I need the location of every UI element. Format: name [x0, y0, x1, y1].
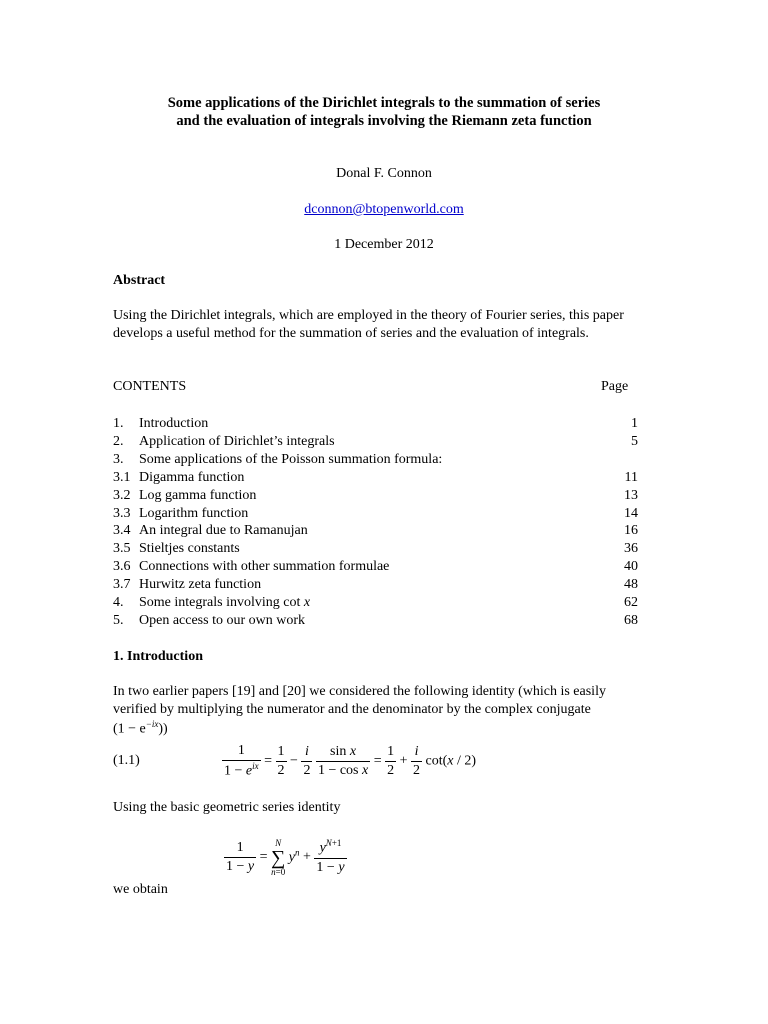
- toc-entry-number: 3.3: [113, 506, 131, 521]
- toc-entry-number: 3.4: [113, 523, 131, 538]
- intro-text-1: In two earlier papers [19] and [20] we considered the following identity (which is easily verified by multiplying the numerator and the denominator by the complex conjugate: [113, 684, 606, 717]
- toc-entry: [113, 505, 638, 523]
- toc-entry-title: Application of Dirichlet’s integrals: [139, 434, 335, 449]
- toc-entry-title: Some integrals involving cot x: [139, 595, 311, 610]
- title-line-2: and the evaluation of integrals involving the Riemann zeta function: [176, 113, 592, 129]
- toc-entry-page: 36: [624, 541, 638, 556]
- intro-conjugate: $(1 - e^{-ix})$): [113, 719, 168, 737]
- intro-text-3: we obtain: [113, 882, 168, 897]
- toc-entry-title: Some applications of the Poisson summation formula:: [139, 452, 443, 467]
- toc-entry-number: 5.: [113, 613, 124, 628]
- page-heading: Page: [601, 379, 629, 394]
- toc-entry-title: Hurwitz zeta function: [139, 577, 262, 592]
- toc-entry-page: 48: [624, 577, 638, 592]
- toc-entry-number: 3.2: [113, 488, 131, 503]
- toc-entry-number: 3.: [113, 452, 124, 467]
- email-link[interactable]: dconnon@btopenworld.com: [304, 202, 464, 217]
- email-link-wrapper: [0, 201, 768, 219]
- toc-entry-title: An integral due to Ramanujan: [139, 523, 308, 538]
- title-line-1: Some applications of the Dirichlet integrals to the summation of series: [167, 95, 601, 111]
- toc-entry-number: 3.1: [113, 470, 131, 485]
- intro-paragraph-1: [113, 683, 643, 719]
- toc-entry: [113, 576, 638, 594]
- contents-heading: CONTENTS: [113, 379, 187, 394]
- toc-entry-number: 3.5: [113, 541, 131, 556]
- toc-entry-number: 1.: [113, 416, 124, 431]
- toc-entry: [113, 522, 638, 540]
- toc-entry-page: 40: [624, 559, 638, 574]
- toc-entry-title: Introduction: [139, 416, 209, 431]
- toc-entry-page: 68: [624, 613, 638, 628]
- abstract-heading: Abstract: [113, 273, 166, 288]
- intro-text-2: Using the basic geometric series identity: [113, 800, 341, 815]
- toc-entry: [113, 487, 638, 505]
- equation-label: (1.1): [113, 753, 140, 768]
- toc-entry-title: Logarithm function: [139, 506, 249, 521]
- toc-entry: [113, 451, 638, 469]
- toc-entry: [113, 558, 638, 576]
- abstract-text: Using the Dirichlet integrals, which are employed in the theory of Fourier series, this paper develops a useful method for the summation of series and the evaluation of integrals.: [113, 308, 624, 341]
- toc-entry-title: Open access to our own work: [139, 613, 306, 628]
- toc-entry-title: Digamma function: [139, 470, 245, 485]
- toc-entry: [113, 540, 638, 558]
- toc-entry-page: 11: [624, 470, 638, 485]
- toc-entry-page: 16: [624, 523, 638, 538]
- toc-entry-number: 4.: [113, 595, 124, 610]
- author: Donal F. Connon: [336, 166, 432, 181]
- toc-entry-title: Stieltjes constants: [139, 541, 240, 556]
- toc-entry-page: 13: [624, 488, 638, 503]
- toc-entry-page: 14: [624, 506, 638, 521]
- toc-entry-number: 3.6: [113, 559, 131, 574]
- toc-entry: [113, 433, 638, 451]
- geometric-series-identity: $\frac{1}{1 - y}$ = N ∑ n=0 $y^n$ + $\frac{y^{N+1}}{1 - y}$: [226, 837, 345, 877]
- date: 1 December 2012: [334, 237, 434, 252]
- equation-1-1: $\frac{1}{1 - e^{ix}}$ = $\frac{1}{2}$ − $\frac{i}{2}$ $\frac{\text{sin x}}{\text{1 − cos x}}$ = $\frac{1}{2}$ + $\frac{i}{2}$ cot(x / 2): [224, 743, 477, 779]
- toc-entry: [113, 415, 638, 433]
- toc-entry: [113, 594, 638, 612]
- toc-entry-number: 3.7: [113, 577, 131, 592]
- toc-entry: [113, 612, 638, 630]
- toc-entry-number: 2.: [113, 434, 124, 449]
- toc-entry-title: Connections with other summation formulae: [139, 559, 390, 574]
- toc-entry: [113, 469, 638, 487]
- toc-entry-page: 62: [624, 595, 638, 610]
- toc-entry-page: 5: [631, 434, 638, 449]
- toc-entry-page: 1: [631, 416, 638, 431]
- toc-entry-title: Log gamma function: [139, 488, 257, 503]
- section-1-heading: 1. Introduction: [113, 649, 203, 664]
